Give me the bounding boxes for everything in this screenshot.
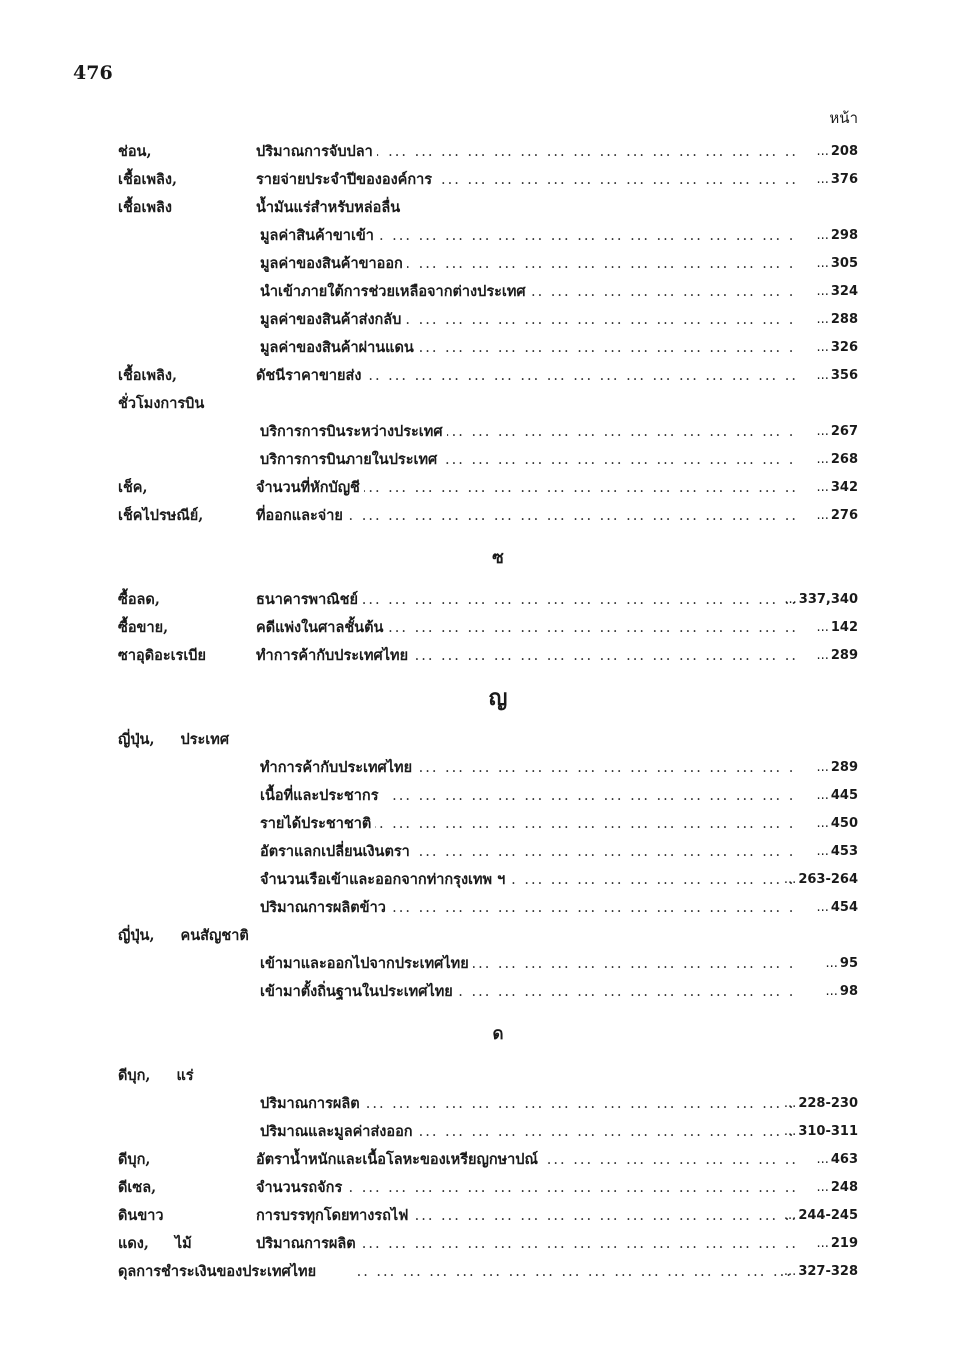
index-description (256, 502, 796, 530)
index-description-text: เนื้อที่และประชากร (260, 787, 383, 804)
index-term-text: ซาอุดิอะเรเบีย (118, 647, 207, 664)
index-page-ref: ... 337,340 (784, 586, 858, 614)
index-entry (118, 194, 858, 222)
index-description-text: ปริมาณการจับปลา (256, 143, 377, 160)
index-page-ref: ... 289 (816, 642, 858, 670)
index-term-text: ช่อน, (118, 143, 152, 160)
index-entry (118, 1230, 858, 1258)
index-description-text: รายจ่ายประจำปีขององค์การ (256, 171, 436, 188)
index-entry (118, 446, 858, 474)
index-description-text: ธนาคารพาณิชย์ (256, 591, 362, 608)
index-leader (350, 1258, 796, 1286)
index-term (118, 614, 168, 642)
index-description (256, 1146, 796, 1174)
index-description-text: มูลค่าของสินค้าส่งกลับ (260, 311, 405, 328)
index-page-ref: ... 267 (816, 418, 858, 446)
index-entry (118, 978, 858, 1006)
index-entry (118, 362, 858, 390)
page-number: 476 (73, 62, 113, 84)
index-page-ref: ... 298 (816, 222, 858, 250)
page-column-header: หน้า (829, 109, 858, 127)
index-page-ref: ... 208 (816, 138, 858, 166)
index-term (118, 166, 177, 194)
index-page-ref: ... 305 (816, 250, 858, 278)
index-page-ref: ... 327-328 (784, 1258, 858, 1286)
index-entry (118, 250, 858, 278)
index-term: ดีบุก, (118, 1067, 151, 1084)
index-term-qualifier: แร่ (176, 1067, 194, 1084)
index-description-text: รายได้ประชาชาติ (260, 815, 375, 832)
index-description (260, 950, 796, 978)
index-description (256, 1174, 796, 1202)
index-entry (118, 586, 858, 614)
index-page-ref: ... 342 (816, 474, 858, 502)
index-entry (118, 1174, 858, 1202)
index-term-text: ซื้อขาย, (118, 619, 169, 636)
index-entry (118, 894, 858, 922)
index-page-ref: ... 95 (826, 950, 859, 978)
index-entry (118, 166, 858, 194)
index-description-text: นำเข้าภายใต้การช่วยเหลือจากต่างประเทศ (260, 283, 530, 300)
index-heading-term (118, 922, 858, 950)
index-entry (118, 474, 858, 502)
index-leader-gap (350, 1263, 354, 1280)
index-description (256, 614, 796, 642)
index-term-text: เชื้อเพลิง, (118, 171, 178, 188)
index-page-ref: ... 263-264 (784, 866, 858, 894)
index-description-text: ที่ออกและจ่าย (256, 507, 347, 524)
index-page-ref: ... 98 (826, 978, 859, 1006)
index-entry (118, 138, 858, 166)
index-term-qualifier: ไม้ (174, 1235, 192, 1252)
index-description-text: ปริมาณการผลิตข้าว (260, 899, 390, 916)
index-entry (118, 502, 858, 530)
index-term (118, 1230, 192, 1258)
index-page-ref: ... 228-230 (784, 1090, 858, 1118)
index-entry (118, 278, 858, 306)
index-term (118, 362, 177, 390)
index-description-text: ดัชนีราคาขายส่ง (256, 367, 365, 384)
index-description (256, 362, 796, 390)
index-description (260, 278, 796, 306)
index-description (256, 166, 796, 194)
index-page-ref: ... 324 (816, 278, 858, 306)
index-description (260, 334, 796, 362)
index-entry (118, 1118, 858, 1146)
index-description (256, 1202, 796, 1230)
index-entry (118, 1258, 858, 1286)
index-description-text: มูลค่าของสินค้าขาออก (260, 255, 407, 272)
index-description-text: ปริมาณและมูลค่าส่งออก (260, 1123, 417, 1140)
index-term-text: ดินขาว (118, 1207, 164, 1224)
index-page-ref: ... 445 (816, 782, 858, 810)
index-description-text: ปริมาณการผลิต (260, 1095, 364, 1112)
index-entry (118, 614, 858, 642)
index-page-ref: ... 450 (816, 810, 858, 838)
index-description (256, 642, 796, 670)
index-description (256, 586, 796, 614)
index-term-text: ดุลการชำระเงินของประเทศไทย (118, 1263, 317, 1280)
index-entry (118, 754, 858, 782)
index-description-text: จำนวนที่หักบัญชี (256, 479, 364, 496)
index-term (118, 1174, 156, 1202)
index-description (260, 1090, 796, 1118)
index-description (260, 866, 796, 894)
index-description-text: บริการการบินระหว่างประเทศ (260, 423, 447, 440)
index-term (118, 474, 148, 502)
index-description-text: อัตราน้ำหนักและเนื้อโลหะของเหรียญกษาปณ์ (256, 1151, 542, 1168)
index-description (256, 138, 796, 166)
index-page-ref: ... 248 (816, 1174, 858, 1202)
index-page-ref: ... 310-311 (784, 1118, 858, 1146)
index-entry (118, 866, 858, 894)
index-term (118, 502, 203, 530)
index-entry (118, 222, 858, 250)
index-description (260, 838, 796, 866)
index-entry (118, 642, 858, 670)
index-term (118, 194, 172, 222)
index-term (118, 1146, 150, 1174)
index-term (118, 1258, 316, 1286)
index-term-text: ดีเซล, (118, 1179, 157, 1196)
section-letter: ซ (492, 548, 504, 568)
index-term (118, 586, 160, 614)
index-description-text: เข้ามาตั้งถิ่นฐานในประเทศไทย (260, 983, 457, 1000)
index-description-text: มูลค่าของสินค้าผ่านแดน (260, 339, 418, 356)
index-description-text: ปริมาณการผลิต (256, 1235, 360, 1252)
index-description (260, 978, 796, 1006)
index-page-ref: ... 276 (816, 502, 858, 530)
index-description (260, 754, 796, 782)
index-description-text: จำนวนรถจักร (256, 1179, 346, 1196)
index-term-text: เช็คไปรษณีย์, (118, 507, 204, 524)
index-description (256, 1230, 796, 1258)
index-page-ref: ... 219 (816, 1230, 858, 1258)
section-letter: ด (492, 1024, 504, 1044)
index-description-text: จำนวนเรือเข้าและออกจากท่ากรุงเทพ ฯ (260, 871, 509, 888)
index-description (260, 222, 796, 250)
index-term-text: เช็ค, (118, 479, 148, 496)
index-description (260, 446, 796, 474)
index-description-text: คดีแพ่งในศาลชั้นต้น (256, 619, 387, 636)
section-letter: ญ (488, 685, 508, 711)
index-description (260, 810, 796, 838)
index-term-qualifier: คนสัญชาติ (180, 927, 249, 944)
index-term (118, 138, 152, 166)
index-page-ref: ... 376 (816, 166, 858, 194)
index-description (260, 306, 796, 334)
index-page-ref: ... 356 (816, 362, 858, 390)
index-description (260, 782, 796, 810)
index-term-text: ดีบุก, (118, 1151, 151, 1168)
index-term-text: เชื้อเพลิง (118, 199, 172, 216)
index-description (260, 418, 796, 446)
index-entry (118, 306, 858, 334)
index-entry (118, 1146, 858, 1174)
index-description-text: มูลค่าสินค้าขาเข้า (260, 227, 378, 244)
index-description-text: บริการการบินภายในประเทศ (260, 451, 441, 468)
index-content (118, 138, 858, 1286)
index-entry (118, 838, 858, 866)
index-term: ญี่ปุ่น, (118, 927, 155, 944)
index-description (260, 894, 796, 922)
index-heading-term (118, 1062, 858, 1090)
index-description-text: อัตราแลกเปลี่ยนเงินตรา (260, 843, 414, 860)
index-entry (118, 418, 858, 446)
index-page-ref: ... 244-245 (784, 1202, 858, 1230)
index-page-ref: ... 454 (816, 894, 858, 922)
index-page-ref: ... 289 (816, 754, 858, 782)
index-description-text: เข้ามาและออกไปจากประเทศไทย (260, 955, 473, 972)
index-page-ref: ... 142 (816, 614, 858, 642)
index-description (260, 250, 796, 278)
index-term-qualifier: ประเทศ (180, 731, 230, 748)
index-description-text: ทำการค้ากับประเทศไทย (256, 647, 412, 664)
index-entry (118, 1090, 858, 1118)
index-page-ref: ... 268 (816, 446, 858, 474)
index-term-text: แดง, (118, 1235, 149, 1252)
index-page-ref: ... 463 (816, 1146, 858, 1174)
index-description: น้ำมันแร่สำหรับหล่อลื่น (256, 199, 401, 216)
index-entry (118, 1202, 858, 1230)
index-page-ref: ... 288 (816, 306, 858, 334)
index-entry (118, 810, 858, 838)
index-term-text: ซื้อลด, (118, 591, 160, 608)
index-term (118, 642, 206, 670)
index-heading-term (118, 726, 858, 754)
index-description-text: ทำการค้ากับประเทศไทย (260, 759, 416, 776)
index-page-ref: ... 453 (816, 838, 858, 866)
index-entry (118, 334, 858, 362)
index-term-text: เชื้อเพลิง, (118, 367, 178, 384)
index-description (260, 1118, 796, 1146)
index-term: ชั่วโมงการบิน (118, 395, 205, 412)
index-entry (118, 950, 858, 978)
index-term (118, 1202, 164, 1230)
index-page-ref: ... 326 (816, 334, 858, 362)
index-term: ญี่ปุ่น, (118, 731, 155, 748)
index-description-text: การบรรทุกโดยทางรถไฟ (256, 1207, 412, 1224)
index-entry (118, 782, 858, 810)
index-description (256, 474, 796, 502)
index-heading-term (118, 390, 858, 418)
